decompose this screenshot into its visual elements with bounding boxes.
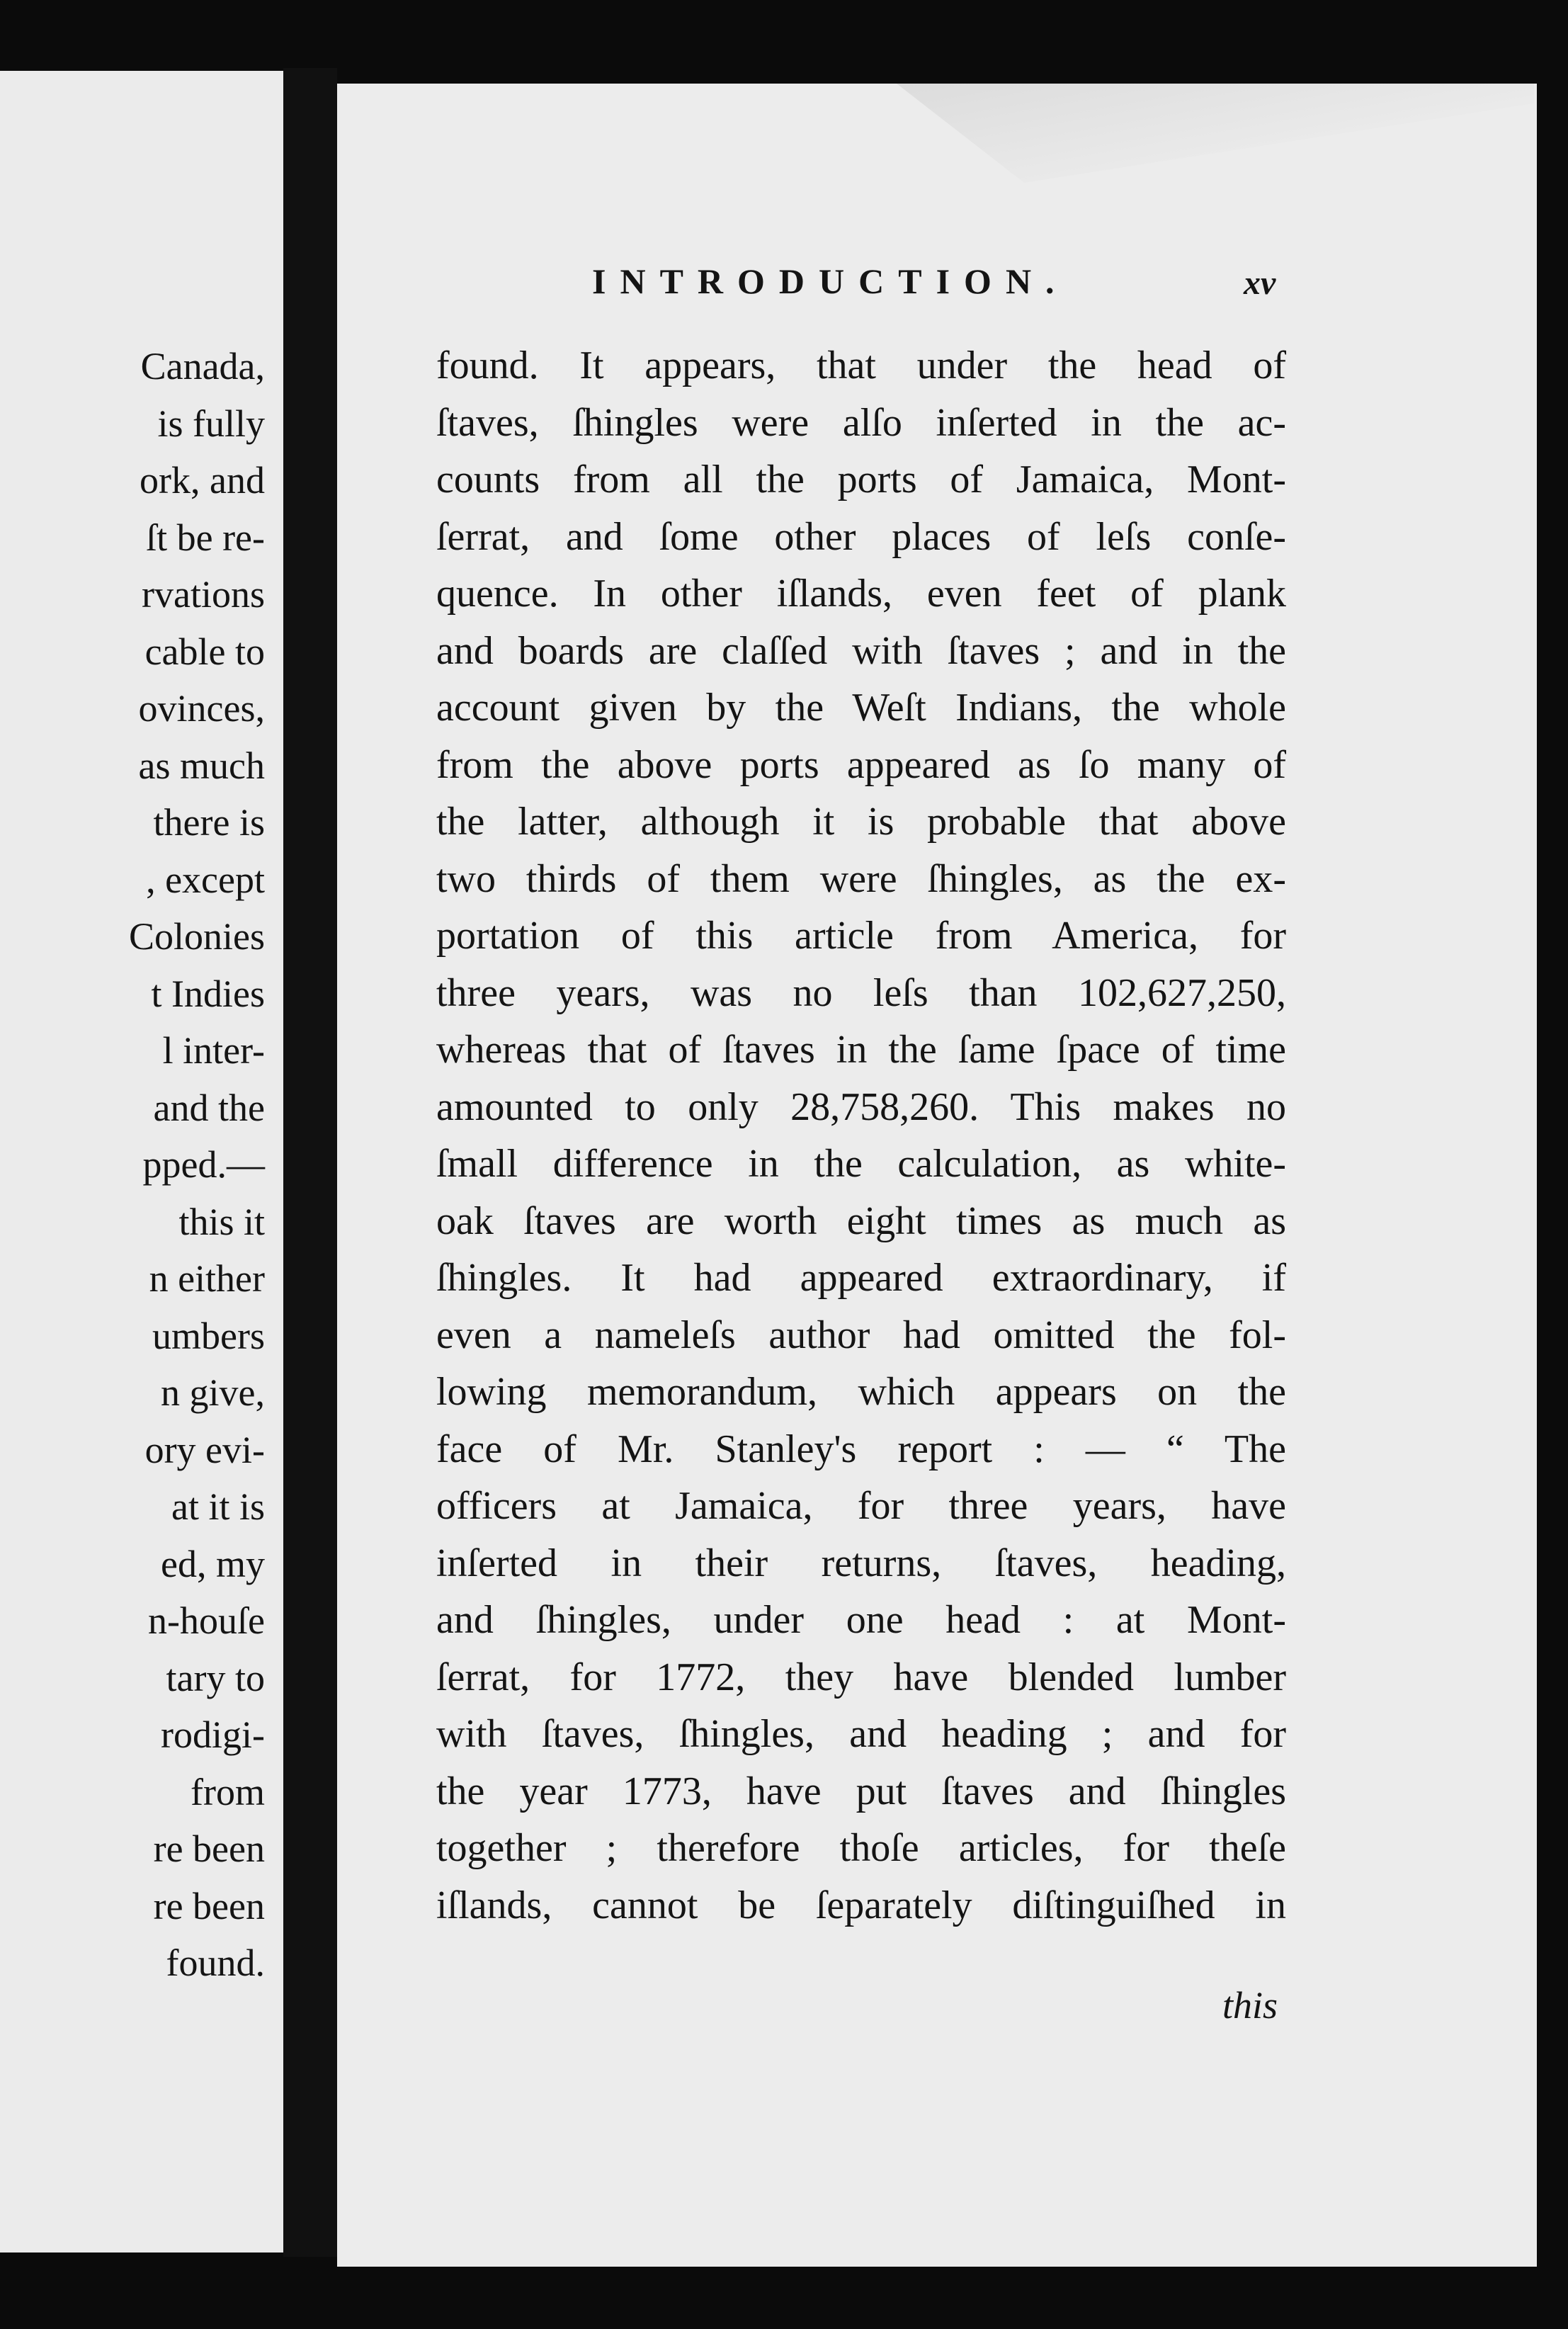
body-text-line: and boards are claſſed with ſtaves ; and in the — [436, 628, 1286, 673]
body-text-line: found. It appears, that under the head of — [436, 344, 1286, 387]
body-text-line: oak ſtaves are worth eight times as much as — [436, 1198, 1286, 1243]
body-text-line: iſlands, cannot be ſeparately diſtinguiſhed in — [436, 1883, 1286, 1927]
left-page-line: from — [191, 1770, 265, 1813]
running-head: INTRODUCTION. — [592, 261, 1069, 301]
body-text-line: the latter, although it is probable that above — [436, 800, 1286, 844]
left-page-line: , except — [146, 858, 265, 901]
body-text-line: ſerrat, and ſome other places of leſs conſe- — [436, 514, 1286, 559]
body-text-line: quence. In other iſlands, even feet of plank — [436, 572, 1286, 616]
left-page-line: Colonies — [128, 915, 265, 958]
left-page-line: Canada, — [140, 345, 265, 387]
body-text-line: two thirds of them were ſhingles, as the ex- — [436, 856, 1286, 901]
body-text-line: ſerrat, for 1772, they have blended lumber — [436, 1655, 1286, 1699]
left-page-line: ed, my — [161, 1542, 265, 1585]
folded-corner — [897, 84, 1534, 183]
body-text-line: even a nameleſs author had omitted the fol- — [436, 1313, 1286, 1357]
page-number: xv — [1244, 264, 1276, 302]
left-page-line: n either — [149, 1257, 265, 1300]
body-text-line: account given by the Weſt Indians, the whole — [436, 686, 1286, 730]
left-page-line: there is — [153, 801, 265, 844]
left-page-line: ork, and — [140, 459, 265, 502]
body-text-line: ſtaves, ſhingles were alſo inſerted in the ac- — [436, 400, 1286, 445]
left-page-line: umbers — [152, 1314, 265, 1357]
body-text-line: officers at Jamaica, for three years, have — [436, 1484, 1286, 1528]
body-text-line: and ſhingles, under one head : at Mont- — [436, 1598, 1286, 1642]
left-page-line: ovinces, — [138, 687, 265, 730]
body-text-line: ſhingles. It had appeared extraordinary, if — [436, 1256, 1286, 1300]
left-page-line: and the — [153, 1086, 265, 1129]
left-page-line: cable to — [144, 630, 265, 673]
left-page — [0, 71, 285, 2252]
left-page-line: l inter- — [162, 1029, 265, 1072]
left-page-line: as much — [138, 744, 265, 787]
right-page — [337, 84, 1537, 2267]
body-text-line: from the above ports appeared as ſo many of — [436, 742, 1286, 787]
left-page-line: re been — [153, 1828, 265, 1870]
left-page-line: at it is — [171, 1485, 265, 1528]
book-gutter — [283, 68, 337, 2257]
left-page-line: ory evi- — [144, 1428, 265, 1471]
body-text-line: face of Mr. Stanley's report : — “ The — [436, 1427, 1286, 1471]
body-text-line: three years, was no leſs than 102,627,250, — [436, 970, 1286, 1015]
catchword: this — [1222, 1984, 1278, 2027]
body-text-line: lowing memorandum, which appears on the — [436, 1370, 1286, 1414]
left-page-line: n give, — [161, 1371, 265, 1414]
left-page-line: pped.— — [142, 1143, 265, 1186]
left-page-line: tary to — [166, 1656, 265, 1699]
left-page-line: rodigi- — [161, 1713, 265, 1756]
body-text-line: together ; therefore thoſe articles, for theſe — [436, 1826, 1286, 1870]
left-page-line: t Indies — [151, 972, 265, 1015]
body-text-line: whereas that of ſtaves in the ſame ſpace of time — [436, 1028, 1286, 1072]
left-page-line: ſt be re- — [146, 516, 265, 559]
body-text-line: ſmall difference in the calculation, as white- — [436, 1142, 1286, 1186]
body-text-line: counts from all the ports of Jamaica, Mont- — [436, 458, 1286, 502]
body-text-line: with ſtaves, ſhingles, and heading ; and for — [436, 1712, 1286, 1756]
left-page-line: re been — [153, 1884, 265, 1927]
left-page-line: rvations — [142, 573, 265, 616]
body-text-line: amounted to only 28,758,260. This makes no — [436, 1084, 1286, 1129]
left-page-line: found. — [166, 1942, 265, 1984]
left-page-line: n-houſe — [148, 1599, 265, 1642]
body-text-line: portation of this article from America, for — [436, 914, 1286, 958]
left-page-line: this it — [178, 1200, 265, 1243]
left-page-line: is fully — [157, 402, 265, 445]
body-text-line: inſerted in their returns, ſtaves, heading, — [436, 1541, 1286, 1585]
body-text-line: the year 1773, have put ſtaves and ſhingles — [436, 1769, 1286, 1813]
